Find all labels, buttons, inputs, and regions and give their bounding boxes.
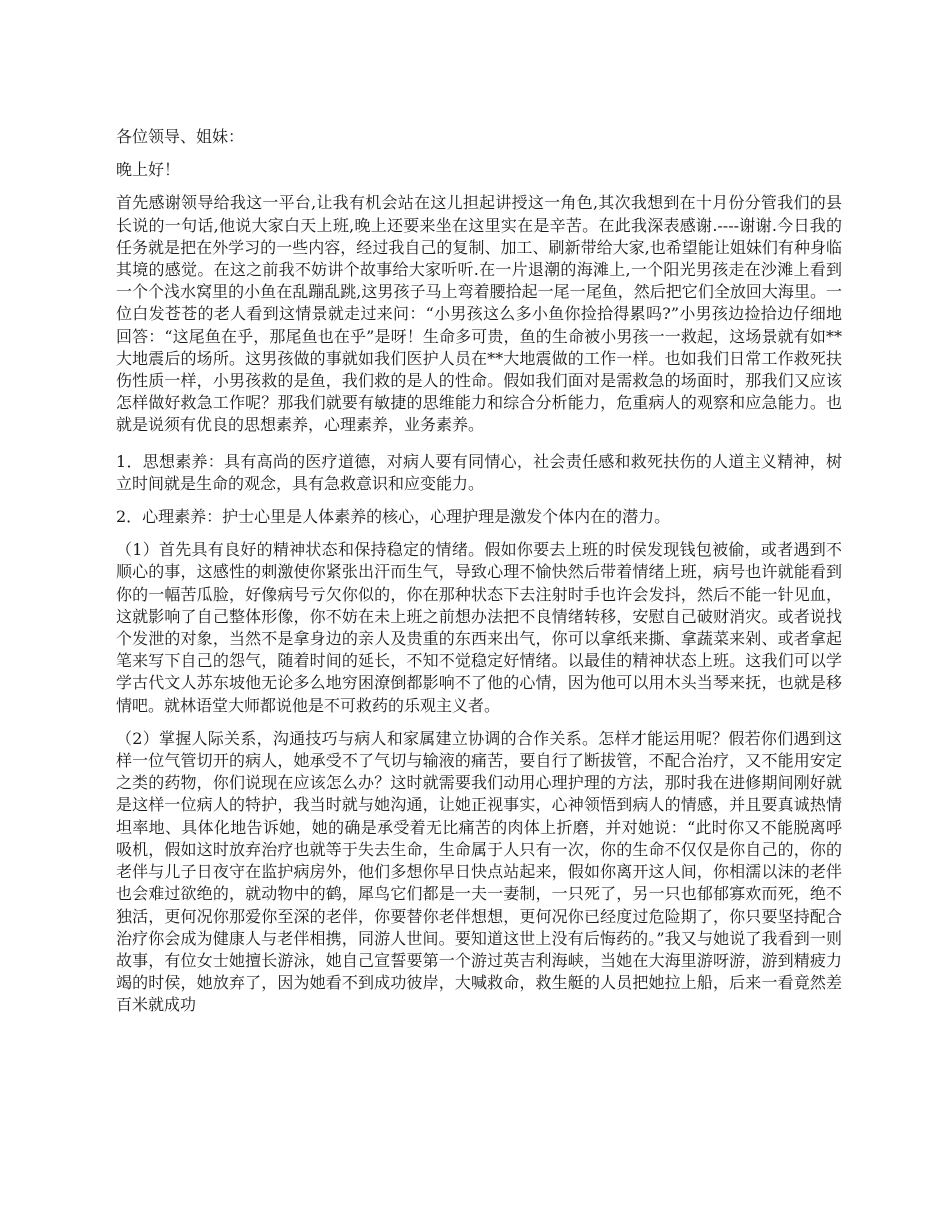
subsection-interpersonal-relations: （2）掌握人际关系，沟通技巧与病人和家属建立协调的合作关系。怎样才能运用呢？假若你们遇到这样一位气管切开的病人，她承受不了气切与输液的痛苦，要自行了断拔管，不配合治疗，又不能用安定之类的药物，你们说现在应该怎么办？这时就需要我们动用心理护理的方法，那时我在进修期间刚好就是这样一位病人的特护，我当时就与她沟通，让她正视事实，心神领悟到病人的情感，并且要真诚热情坦率地、具体化地告诉她，她的确是承受着无比痛苦的肉体上折磨，并对她说：“此时你又不能脱离呼吸机，假如这时放弃治疗也就等于失去生命，生命属于人只有一次，你的生命不仅仅是你自己的，你的老伴与儿子日夜守在监护病房外，他们多想你早日快点站起来，假如你离开这人间，你相濡以沫的老伴也会难过欲绝的，就动物中的鹤，犀鸟它们都是一夫一妻制，一只死了，另一只也郁郁寡欢而死，绝不独活，更何况你那爱你至深的老伴，你要替你老伴想想，更何况你已经度过危险期了，你只要坚持配合治疗你会成为健康人与老伴相携，同游人世间。要知道这世上没有后悔药的。”我又与她说了我看到一则故事，有位女士她擅长游泳，她自己宣誓要第一个游过英吉利海峡，当她在大海里游呀游，游到精疲力竭的时侯，她放弃了，因为她看不到成功彼岸，大喊救命，救生艇的人员把她拉上船，后来一看竟然差百米就成功 bbox=[116, 728, 842, 1015]
greeting: 晚上好！ bbox=[116, 160, 181, 180]
document-body bbox=[116, 126, 842, 1028]
subsection-emotional-stability: （1）首先具有良好的精神状态和保持稳定的情绪。假如你要去上班的时侯发现钱包被偷，或者遇到不顺心的事，这感性的刺激使你紧张出汗而生气，导致心理不愉快然后带着情绪上班，病号也许就能看到你的一幅苦瓜脸，好像病号亏欠你似的，你在那种状态下去注射时手也许会发抖，然后不能一针见血，这就影响了自己整体形像，你不妨在未上班之前想办法把不良情绪转移，安慰自己破财消灾。或者说找个发泄的对象，当然不是拿身边的亲人及贵重的东西来出气，你可以拿纸来撕、拿蔬菜来剁、或者拿起笔来写下自己的怨气，随着时间的延长，不知不觉稳定好情绪。以最佳的精神状态上班。这我们可以学学古代文人苏东坡他无论多么地穷困潦倒都影响不了他的心情，因为他可以用木头当琴来抚，也就是移情吧。就林语堂大师都说他是不可救药的乐观主义者。 bbox=[116, 540, 842, 715]
section-ideological-quality: 1．思想素养：具有高尚的医疗道德，对病人要有同情心，社会责任感和救死扶伤的人道主义精神，树立时间就是生命的观念，具有急救意识和应变能力。 bbox=[116, 451, 842, 493]
section-psychological-quality: 2．心理素养：护士心里是人体素养的核心，心理护理是激发个体内在的潜力。 bbox=[116, 507, 671, 527]
intro-paragraph: 首先感谢领导给我这一平台,让我有机会站在这儿担起讲授这一角色,其次我想到在十月份分管我们的县长说的一句话,他说大家白天上班,晚上还要来坐在这里实在是辛苦。在此我深表感谢.----谢谢.今日我的任务就是把在外学习的一些内容，经过我自己的复制、加工、刷新带给大家,也希望能让姐妹们有种身临其境的感觉。在这之前我不妨讲个故事给大家听听.在一片退潮的海滩上,一个阳光男孩走在沙滩上看到一个个浅水窝里的小鱼在乱蹦乱跳,这男孩子马上弯着腰拾起一尾一尾鱼，然后把它们全放回大海里。一位白发苍苍的老人看到这情景就走过来问：“小男孩这么多小鱼你捡拾得累吗?”小男孩边捡拾边仔细地回答：“这尾鱼在乎，那尾鱼也在乎”是呀！生命多可贵，鱼的生命被小男孩一一救起，这场景就有如**大地震后的场所。这男孩做的事就如我们医护人员在**大地震做的工作一样。也如我们日常工作救死扶伤性质一样，小男孩救的是鱼，我们救的是人的性命。假如我们面对是需救急的场面时，那我们又应该怎样做好救急工作呢？那我们就要有敏捷的思维能力和综合分析能力，危重病人的观察和应急能力。也就是说须有优良的思想素养，心理素养，业务素养。 bbox=[116, 193, 842, 435]
salutation: 各位领导、姐妹： bbox=[116, 127, 245, 146]
